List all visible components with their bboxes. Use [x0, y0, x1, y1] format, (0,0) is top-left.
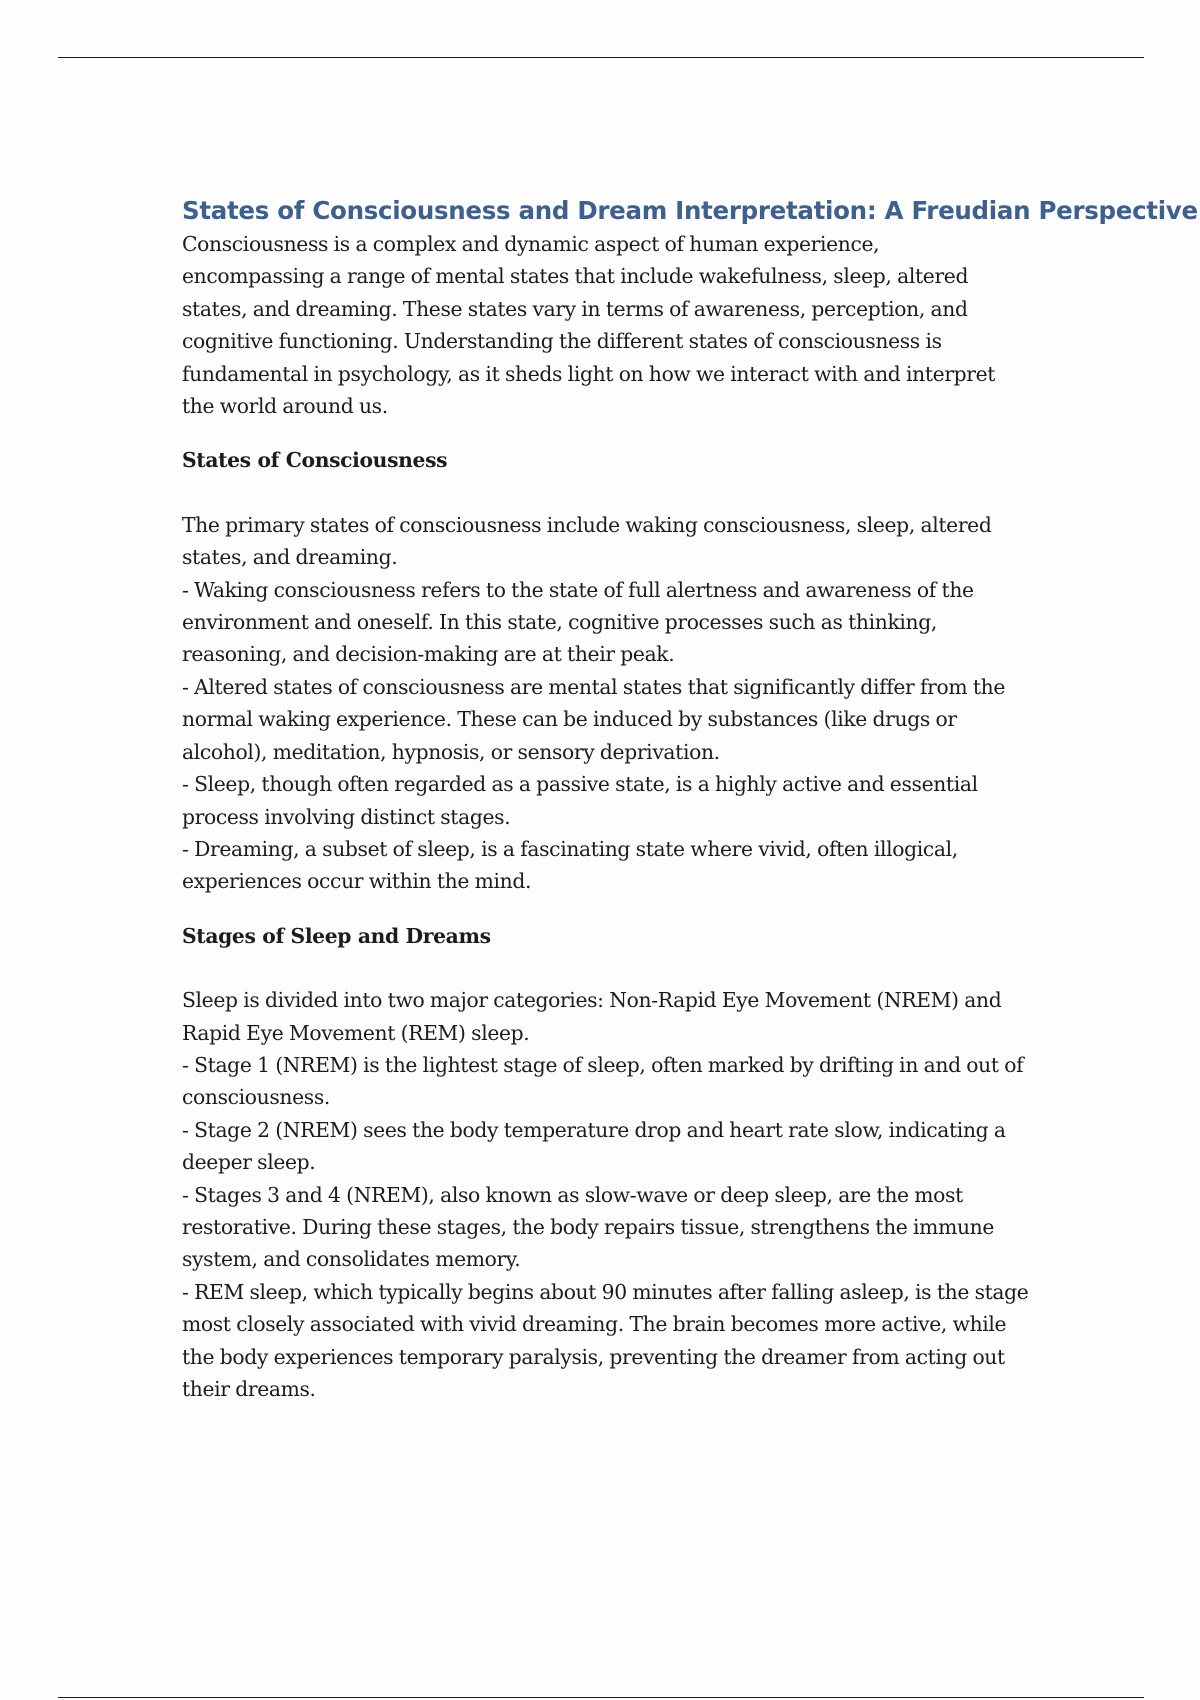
intro-paragraph: [182, 228, 1062, 422]
section-heading-states: States of Consciousness: [182, 448, 448, 473]
list-item-stage-1: [182, 1049, 1062, 1114]
list-item-line: process involving distinct stages.: [182, 804, 511, 829]
list-item-sleep: [182, 768, 1062, 833]
list-item-line: restorative. During these stages, the body repairs tissue, strengthens the immune: [182, 1214, 995, 1239]
list-item-rem: [182, 1276, 1062, 1406]
list-item-line: - Altered states of consciousness are mental states that significantly differ from the: [182, 674, 1005, 699]
footer-rule: [58, 1697, 1144, 1698]
list-item-line: consciousness.: [182, 1085, 330, 1110]
list-item-line: normal waking experience. These can be induced by substances (like drugs or: [182, 707, 957, 732]
section-heading-sleep-stages: Stages of Sleep and Dreams: [182, 923, 491, 948]
list-item-line: - Waking consciousness refers to the state of full alertness and awareness of the: [182, 577, 974, 602]
list-item-line: most closely associated with vivid dreaming. The brain becomes more active, while: [182, 1312, 1007, 1337]
list-item-line: - Sleep, though often regarded as a passive state, is a highly active and essential: [182, 772, 978, 797]
section-intro-line: The primary states of consciousness include waking consciousness, sleep, altered: [182, 512, 992, 537]
list-item-altered: [182, 671, 1062, 768]
section-intro-line: Sleep is divided into two major categories: Non-Rapid Eye Movement (NREM) and: [182, 988, 1002, 1013]
list-item-stage-2: [182, 1114, 1062, 1179]
section-states-body: [182, 509, 1062, 898]
list-item-line: reasoning, and decision-making are at their peak.: [182, 642, 675, 667]
list-item-waking: [182, 574, 1062, 671]
intro-line: the world around us.: [182, 394, 388, 419]
list-item-line: system, and consolidates memory.: [182, 1247, 521, 1272]
list-item-stage-3-4: [182, 1179, 1062, 1276]
intro-line: states, and dreaming. These states vary in terms of awareness, perception, and: [182, 296, 968, 321]
document-title: States of Consciousness and Dream Interpretation: A Freudian Perspective: [182, 196, 1198, 225]
list-item-line: - REM sleep, which typically begins about 90 minutes after falling asleep, is the stage: [182, 1279, 1029, 1304]
header-rule: [58, 57, 1144, 58]
list-item-line: - Stages 3 and 4 (NREM), also known as slow-wave or deep sleep, are the most: [182, 1182, 963, 1207]
intro-line: cognitive functioning. Understanding the different states of consciousness is: [182, 329, 942, 354]
list-item-line: environment and oneself. In this state, cognitive processes such as thinking,: [182, 610, 937, 635]
intro-line: encompassing a range of mental states that include wakefulness, sleep, altered: [182, 264, 969, 289]
intro-line: Consciousness is a complex and dynamic aspect of human experience,: [182, 232, 880, 256]
intro-line: fundamental in psychology, as it sheds light on how we interact with and interpret: [182, 361, 996, 386]
list-item-line: their dreams.: [182, 1377, 316, 1401]
section-intro-line: Rapid Eye Movement (REM) sleep.: [182, 1020, 530, 1045]
list-item-line: - Stage 2 (NREM) sees the body temperature drop and heart rate slow, indicating a: [182, 1117, 1006, 1142]
document-page: [182, 194, 1198, 1405]
list-item-dreaming: [182, 833, 1062, 898]
list-item-line: - Stage 1 (NREM) is the lightest stage of sleep, often marked by drifting in and out of: [182, 1052, 1024, 1077]
list-item-line: alcohol), meditation, hypnosis, or sensory deprivation.: [182, 739, 720, 764]
list-item-line: - Dreaming, a subset of sleep, is a fascinating state where vivid, often illogical,: [182, 836, 958, 861]
section-intro-line: states, and dreaming.: [182, 545, 398, 570]
list-item-line: deeper sleep.: [182, 1150, 316, 1175]
list-item-line: experiences occur within the mind.: [182, 869, 532, 894]
list-item-line: the body experiences temporary paralysis, preventing the dreamer from acting out: [182, 1344, 1005, 1369]
section-sleep-body: [182, 984, 1062, 1405]
